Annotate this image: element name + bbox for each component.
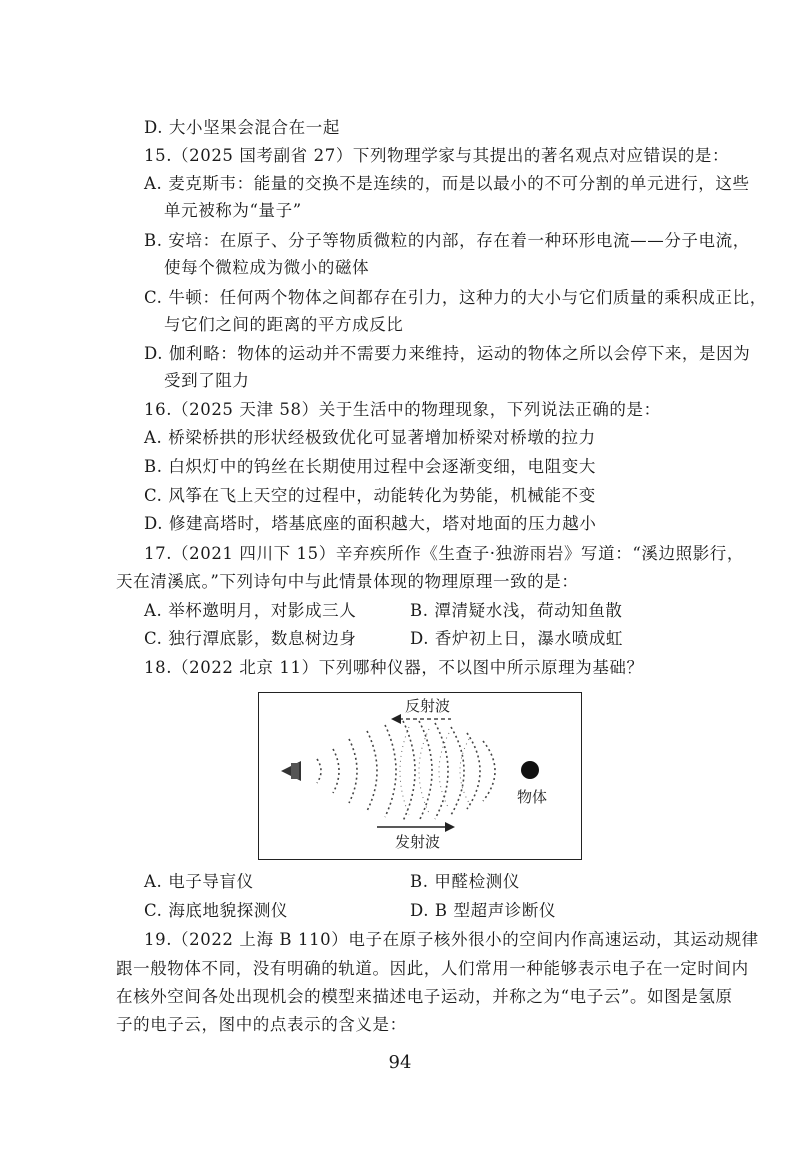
reflected-wave-arrowhead (391, 714, 401, 724)
wave-front-11 (483, 741, 495, 801)
object-label: 物体 (517, 788, 548, 806)
wave-front-9 (451, 727, 464, 815)
q17-option-c: C. 独行潭底影，数息树边身 (144, 629, 357, 648)
q19-stem: 19.（2022 上海 B 110）电子在原子核外很小的空间内作高速运动，其运动规律 (144, 930, 759, 949)
reflected-wave-label: 反射波 (405, 697, 451, 715)
q18-option-b: B. 甲醛检测仪 (410, 872, 520, 891)
q18-option-d: D. B 型超声诊断仪 (410, 901, 557, 920)
wave-front-5 (385, 725, 396, 817)
q15-option-b: B. 安培：在原子、分子等物质微粒的内部，存在着一种环形电流——分子电流， (144, 231, 750, 250)
q15-option-d: D. 伽利略：物体的运动并不需要力来维持，运动的物体之所以会停下来，是因为 (144, 344, 751, 363)
wave-front-4 (367, 731, 377, 811)
q15-option-a: A. 麦克斯韦：能量的交换不是连续的，而是以最小的不可分割的单元进行，这些 (144, 174, 750, 193)
q16-option-a: A. 桥梁桥拱的形状经极致优化可显著增加桥梁对桥墩的拉力 (144, 428, 596, 447)
reflected-front-1 (400, 727, 409, 815)
wave-front-2 (333, 749, 339, 793)
wave-front-10 (467, 733, 480, 809)
emitter-body (291, 763, 299, 779)
emitted-wave-label: 发射波 (395, 833, 441, 851)
sonar-wave-figure (258, 692, 582, 860)
q15-option-c-cont: 与它们之间的距离的平方成反比 (164, 315, 404, 334)
q15-option-b-cont: 使每个微粒成为微小的磁体 (164, 258, 370, 277)
q17-stem: 17.（2021 四川下 15）辛弃疾所作《生查子·独游雨岩》写道：“溪边照影行， (144, 544, 744, 563)
emitted-wave-arrowhead (445, 822, 455, 832)
q14-option-d: D. 大小坚果会混合在一起 (144, 118, 340, 137)
wave-front-7 (419, 721, 432, 821)
q17-option-b: B. 潭清疑水浅，荷动知鱼散 (410, 601, 623, 620)
wave-front-8 (435, 723, 448, 819)
wave-front-1 (317, 759, 321, 783)
q17-option-d: D. 香炉初上日，瀑水喷成虹 (410, 629, 624, 648)
q18-option-a: A. 电子导盲仪 (144, 872, 254, 891)
q19-stem-line2: 跟一般物体不同，没有明确的轨道。因此，人们常用一种能够表示电子在一定时间内 (116, 959, 749, 978)
q15-option-d-cont: 受到了阻力 (164, 371, 250, 390)
q15-stem: 15.（2025 国考副省 27）下列物理学家与其提出的著名观点对应错误的是： (144, 146, 730, 165)
object-dot (521, 761, 539, 779)
page-number: 94 (388, 1052, 412, 1073)
q18-stem: 18.（2022 北京 11）下列哪种仪器，不以图中所示原理为基础？ (144, 658, 644, 677)
q16-option-d: D. 修建高塔时，塔基底座的面积越大，塔对地面的压力越小 (144, 514, 597, 533)
wave-front-6 (403, 721, 415, 821)
q16-option-c: C. 风筝在飞上天空的过程中，动能转化为势能，机械能不变 (144, 486, 596, 505)
q17-stem-cont: 天在清溪底。”下列诗句中与此情景体现的物理原理一致的是： (116, 572, 579, 591)
q17-option-a: A. 举杯邀明月，对影成三人 (144, 601, 357, 620)
reflected-front-2 (419, 729, 429, 813)
q15-option-a-cont: 单元被称为“量子” (164, 201, 302, 220)
q15-option-c: C. 牛顿：任何两个物体之间都存在引力，这种力的大小与它们质量的乘积成正比， (144, 288, 767, 307)
q16-stem: 16.（2025 天津 58）关于生活中的物理现象，下列说法正确的是： (144, 400, 661, 419)
q16-option-b: B. 白炽灯中的钨丝在长期使用过程中会逐渐变细，电阻变大 (144, 457, 596, 476)
q18-option-c: C. 海底地貌探测仪 (144, 901, 289, 920)
q19-stem-line4: 子的电子云，图中的点表示的含义是： (116, 1015, 407, 1034)
q19-stem-line3: 在核外空间各处出现机会的模型来描述电子运动，并称之为“电子云”。如图是氢原 (116, 987, 733, 1006)
wave-front-3 (349, 739, 357, 803)
